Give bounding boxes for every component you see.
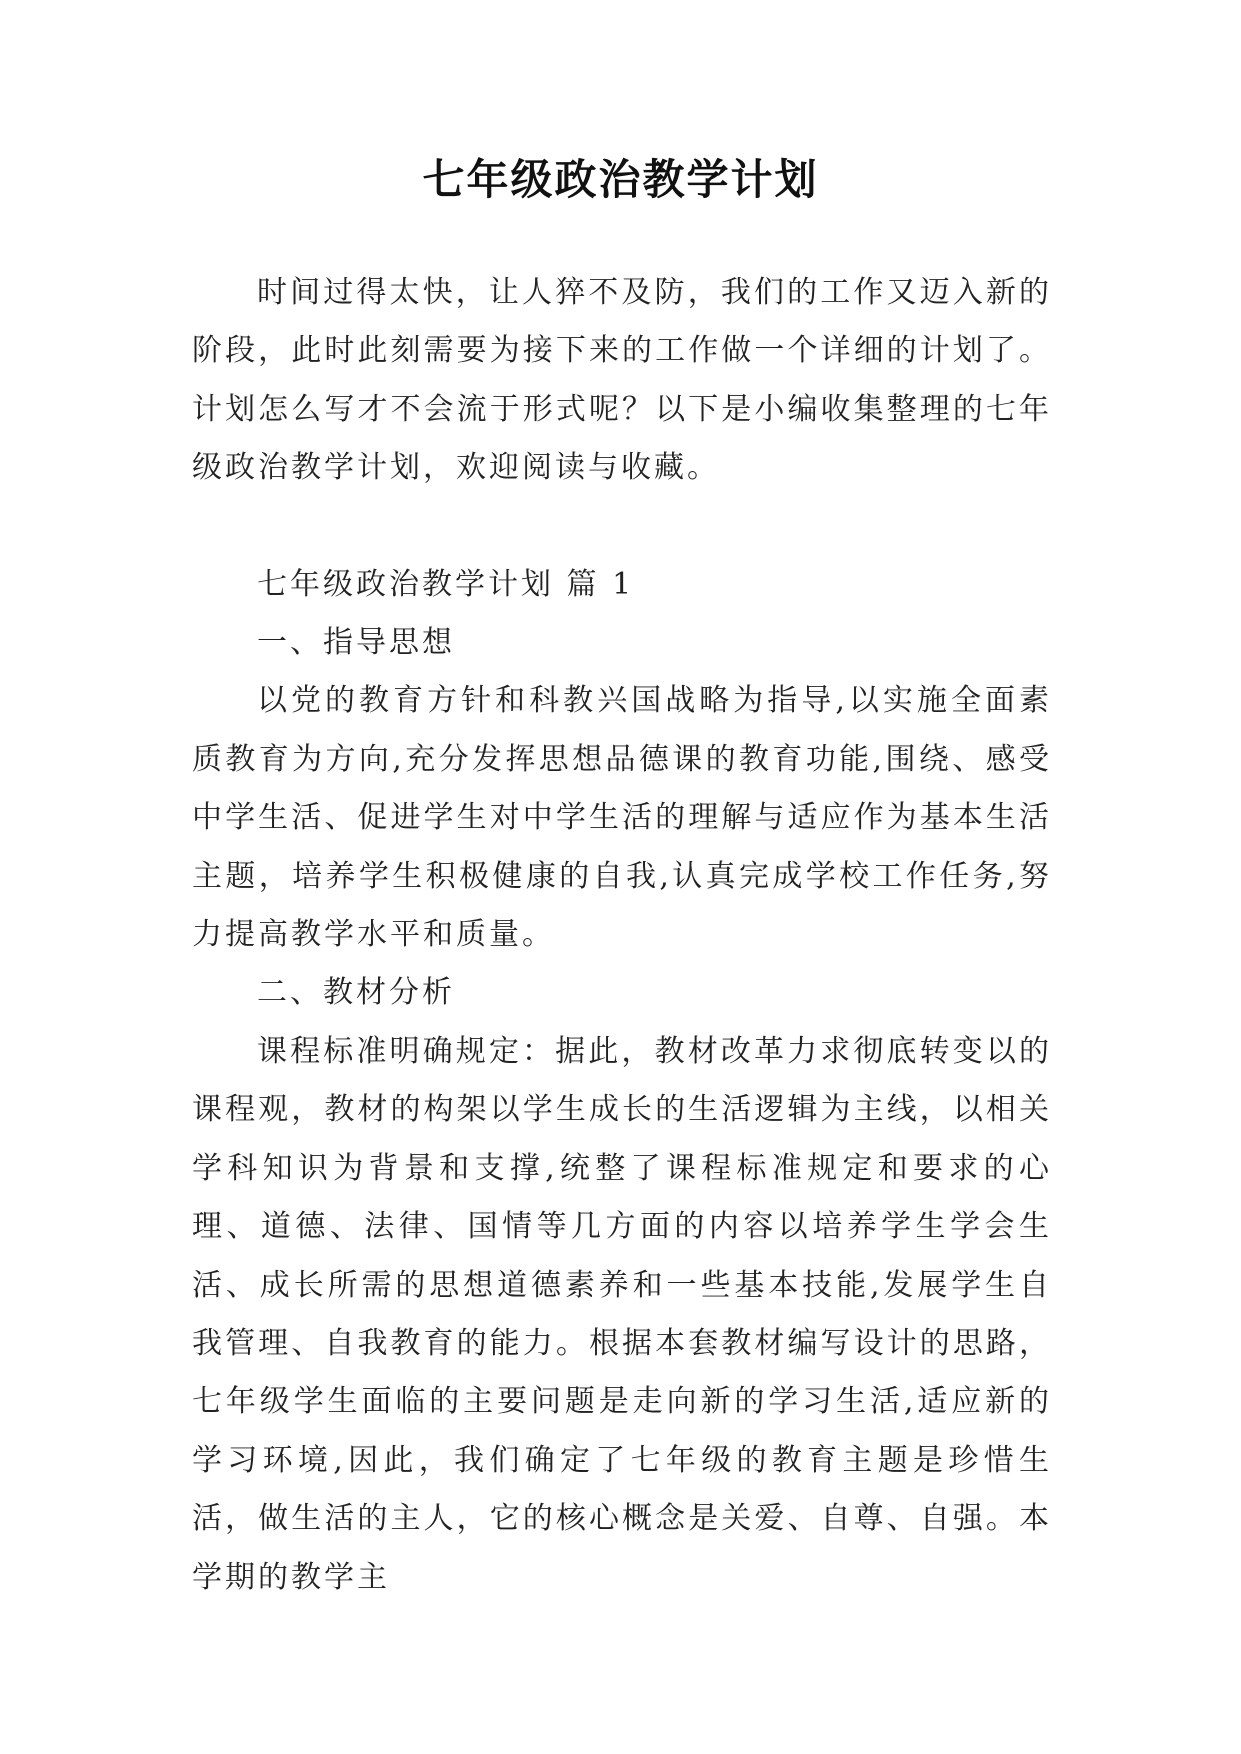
document-title: 七年级政治教学计划 [422,155,819,204]
heading-textbook-analysis: 二、教材分析 [257,975,455,1011]
textbook-analysis-paragraph: 课程标准明确规定：据此，教材改革力求彻底转变以的课程观，教材的构架以学生成长的生活逻辑为主线，以相关学科知识为背景和支撑,统整了课程标准规定和要求的心理、道德、法律、国情等几方面的内容以培养学生学会生活、成长所需的思想道德素养和一些基本技能,发展学生自我管理、自我教育的能力。根据本套教材编写设计的思路，七年级学生面临的主要问题是走向新的学习生活,适应新的学习环境,因此，我们确定了七年级的教育主题是珍惜生活，做生活的主人，它的核心概念是关爱、自尊、自强。本学期的教学主 [192,1033,1052,1595]
intro-paragraph: 时间过得太快，让人猝不及防，我们的工作又迈入新的阶段，此时此刻需要为接下来的工作做一个详细的计划了。计划怎么写才不会流于形式呢？以下是小编收集整理的七年级政治教学计划，欢迎阅读与收藏。 [192,275,1052,486]
paragraph-spacer [192,498,1052,556]
heading-guiding-ideology: 一、指导思想 [257,625,455,661]
section-heading: 七年级政治教学计划 篇 1 [257,566,635,602]
document-body [192,264,1052,1607]
guiding-ideology-paragraph: 以党的教育方针和科教兴国战略为指导,以实施全面素质教育为方向,充分发挥思想品德课的教育功能,围绕、感受中学生活、促进学生对中学生活的理解与适应作为基本生活主题，培养学生积极健康的自我,认真完成学校工作任务,努力提高教学水平和质量。 [192,683,1052,953]
